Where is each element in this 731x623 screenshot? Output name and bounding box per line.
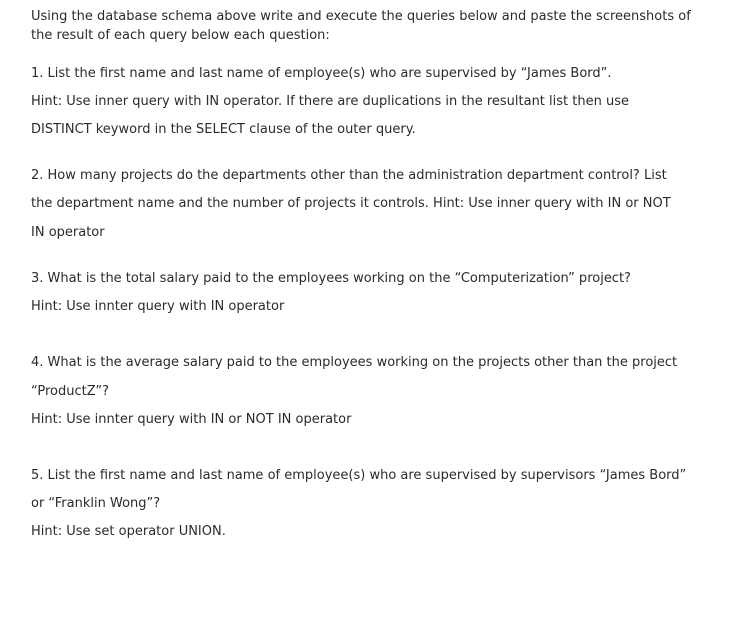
question-1-text: 1. List the first name and last name of employee(s) who are supervised by “James Bord”.: [31, 66, 612, 81]
question-5-text: 5. List the first name and last name of employee(s) who are supervised by supervisors “James Bord”: [31, 468, 687, 483]
question-1-hint-cont: DISTINCT keyword in the SELECT clause of the outer query.: [31, 122, 416, 137]
question-4-hint: Hint: Use innter query with IN or NOT IN operator: [31, 412, 352, 427]
question-4-text: 4. What is the average salary paid to the employees working on the projects other than the project: [31, 355, 678, 370]
question-4-text-cont: “ProductZ”?: [31, 384, 110, 399]
question-2-text-end: IN operator: [31, 225, 105, 240]
intro-line-2: the result of each query below each question:: [31, 28, 330, 43]
question-2-text: 2. How many projects do the departments other than the administration department control? List: [31, 168, 667, 183]
intro-line-1: Using the database schema above write and execute the queries below and paste the screenshots of: [31, 9, 691, 24]
question-5-text-cont: or “Franklin Wong”?: [31, 496, 161, 511]
question-3-hint: Hint: Use innter query with IN operator: [31, 299, 285, 314]
question-2-text-cont: the department name and the number of projects it controls. Hint: Use inner query with IN or NOT: [31, 196, 671, 211]
question-5-hint: Hint: Use set operator UNION.: [31, 524, 226, 539]
question-3-text: 3. What is the total salary paid to the employees working on the “Computerization” project?: [31, 271, 631, 286]
question-1-hint: Hint: Use inner query with IN operator. If there are duplications in the resultant list then use: [31, 94, 629, 109]
